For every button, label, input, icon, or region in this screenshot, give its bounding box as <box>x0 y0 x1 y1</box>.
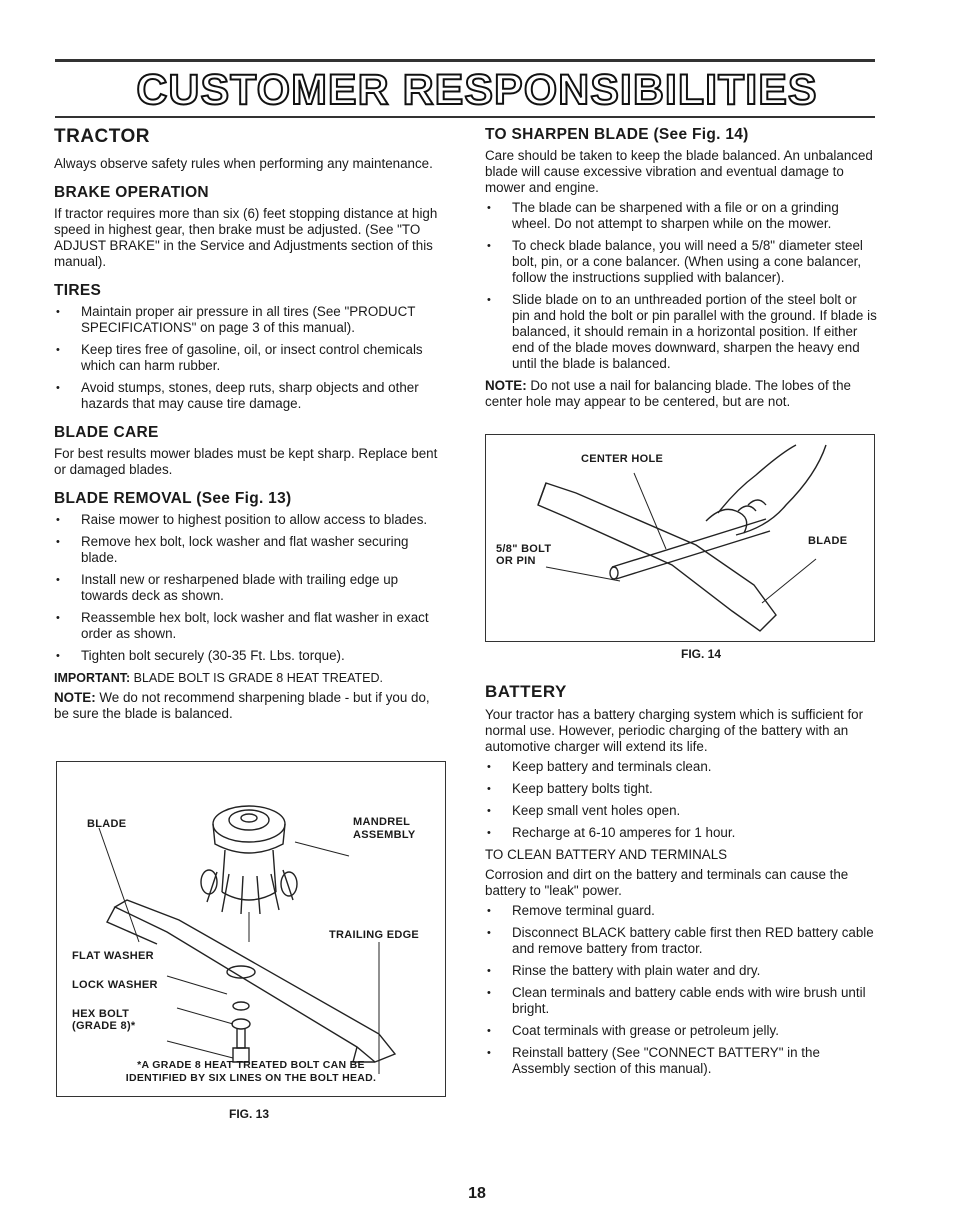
figure-13 <box>56 761 446 1097</box>
fig13-label-flat-washer: FLAT WASHER <box>72 950 154 962</box>
sharpening-note <box>54 690 444 722</box>
fig14-label-blade: BLADE <box>808 535 848 547</box>
battery-section <box>485 682 877 1083</box>
fig14-label-bolt-2: OR PIN <box>496 555 536 567</box>
list-item: • Raise mower to highest position to allow access to blades. <box>54 512 444 528</box>
left-column <box>54 126 444 1121</box>
fig13-label-hex-bolt-1: HEX BOLT <box>72 1008 130 1020</box>
list-item: • Coat terminals with grease or petroleum jelly. <box>485 1023 877 1039</box>
list-item: • Clean terminals and battery cable ends with wire brush until bright. <box>485 985 877 1017</box>
header-rule-top <box>55 59 875 62</box>
tractor-heading: TRACTOR <box>54 126 151 147</box>
list-item: • Rinse the battery with plain water and dry. <box>485 963 877 979</box>
fig13-label-mandrel-1: MANDREL <box>353 816 411 828</box>
note-label: NOTE: <box>54 690 96 705</box>
list-item: • The blade can be sharpened with a file or on a grinding wheel. Do not attempt to sharpen while on the mower. <box>485 200 877 232</box>
tractor-intro: Always observe safety rules when performing any maintenance. <box>54 156 433 171</box>
fig13-label-lock-washer: LOCK WASHER <box>72 979 158 991</box>
list-item: • Keep small vent holes open. <box>485 803 877 819</box>
note-label: NOTE: <box>485 378 527 393</box>
blade-removal-heading: BLADE REMOVAL (See Fig. 13) <box>54 490 292 507</box>
blade-care-heading: BLADE CARE <box>54 424 159 441</box>
important-note <box>54 670 444 686</box>
page-title: CUSTOMER RESPONSIBILITIES <box>136 66 818 114</box>
clean-heading: TO CLEAN BATTERY AND TERMINALS <box>485 847 728 862</box>
fig14-label-bolt-1: 5/8" BOLT <box>496 543 552 555</box>
list-item: • Keep battery bolts tight. <box>485 781 877 797</box>
list-item: • Keep battery and terminals clean. <box>485 759 877 775</box>
sharpen-text: Care should be taken to keep the blade balanced. An unbalanced blade will cause excessive vibration and eventual damage to mower and engine. <box>485 148 873 195</box>
list-item: • Avoid stumps, stones, deep ruts, sharp objects and other hazards that may cause tire damage. <box>54 380 444 412</box>
fig14-caption: FIG. 14 <box>681 647 722 661</box>
note-text: We do not recommend sharpening blade - but if you do, be sure the blade is balanced. <box>54 690 430 721</box>
fig13-label-hex-bolt-2: (GRADE 8)* <box>72 1020 136 1032</box>
battery-heading: BATTERY <box>485 682 567 701</box>
header-rule-bottom <box>55 116 875 118</box>
list-item: • Tighten bolt securely (30-35 Ft. Lbs. torque). <box>54 648 444 664</box>
page-number: 18 <box>468 1185 486 1202</box>
note-text: Do not use a nail for balancing blade. The lobes of the center hole may appear to be centered, but are not. <box>485 378 851 409</box>
list-item: • Install new or resharpened blade with trailing edge up towards deck as shown. <box>54 572 444 604</box>
blade-removal-list <box>54 512 444 664</box>
battery-list <box>485 759 877 841</box>
tires-list <box>54 304 444 412</box>
list-item: • Remove terminal guard. <box>485 903 877 919</box>
clean-text: Corrosion and dirt on the battery and terminals can cause the battery to "leak" power. <box>485 867 849 898</box>
brake-heading: BRAKE OPERATION <box>54 184 209 201</box>
sharpen-heading: TO SHARPEN BLADE (See Fig. 14) <box>485 126 749 143</box>
list-item: • Slide blade on to an unthreaded portion of the steel bolt or pin and hold the bolt or pin parallel with the ground. If blade is balanced, it should remain in a horizontal position. If either end of the blade moves downward, sharpen the heavy end until the blade is balanced. <box>485 292 877 372</box>
battery-text: Your tractor has a battery charging system which is sufficient for normal use. However, periodic charging of the battery with an automotive charger will extend its life. <box>485 707 864 754</box>
clean-list <box>485 903 877 1077</box>
fig13-footnote-1: *A GRADE 8 HEAT TREATED BOLT CAN BE <box>137 1059 365 1071</box>
right-column <box>485 126 877 1076</box>
list-item: • To check blade balance, you will need a 5/8" diameter steel bolt, pin, or a cone balancer. (When using a cone balancer, follow the instructions supplied with balancer). <box>485 238 877 286</box>
list-item: • Maintain proper air pressure in all tires (See "PRODUCT SPECIFICATIONS" on page 3 of this manual). <box>54 304 444 336</box>
list-item: • Reassemble hex bolt, lock washer and flat washer in exact order as shown. <box>54 610 444 642</box>
figure-14 <box>485 434 875 642</box>
important-text: BLADE BOLT IS GRADE 8 HEAT TREATED. <box>133 671 384 685</box>
fig14-label-center-hole: CENTER HOLE <box>581 453 664 465</box>
list-item: • Recharge at 6-10 amperes for 1 hour. <box>485 825 877 841</box>
important-label: IMPORTANT: <box>54 671 131 685</box>
tires-heading: TIRES <box>54 282 102 299</box>
sharpen-list <box>485 200 877 372</box>
brake-text: If tractor requires more than six (6) feet stopping distance at high speed in highest gear, then brake must be adjusted. (See "TO ADJUST BRAKE" in the Service and Adjustments section of this manual). <box>54 206 438 269</box>
blade-care-text: For best results mower blades must be kept sharp. Replace bent or damaged blades. <box>54 446 438 477</box>
fig13-label-mandrel-2: ASSEMBLY <box>353 829 416 841</box>
fig13-label-blade: BLADE <box>87 818 127 830</box>
list-item: • Remove hex bolt, lock washer and flat washer securing blade. <box>54 534 444 566</box>
nail-note <box>485 378 877 410</box>
list-item: • Reinstall battery (See "CONNECT BATTERY" in the Assembly section of this manual). <box>485 1045 877 1077</box>
fig13-footnote-2: IDENTIFIED BY SIX LINES ON THE BOLT HEAD. <box>125 1072 377 1084</box>
fig13-caption: FIG. 13 <box>229 1107 270 1121</box>
list-item: • Disconnect BLACK battery cable first then RED battery cable and remove battery from tractor. <box>485 925 877 957</box>
list-item: • Keep tires free of gasoline, oil, or insect control chemicals which can harm rubber. <box>54 342 444 374</box>
fig13-label-trailing: TRAILING EDGE <box>329 929 420 941</box>
